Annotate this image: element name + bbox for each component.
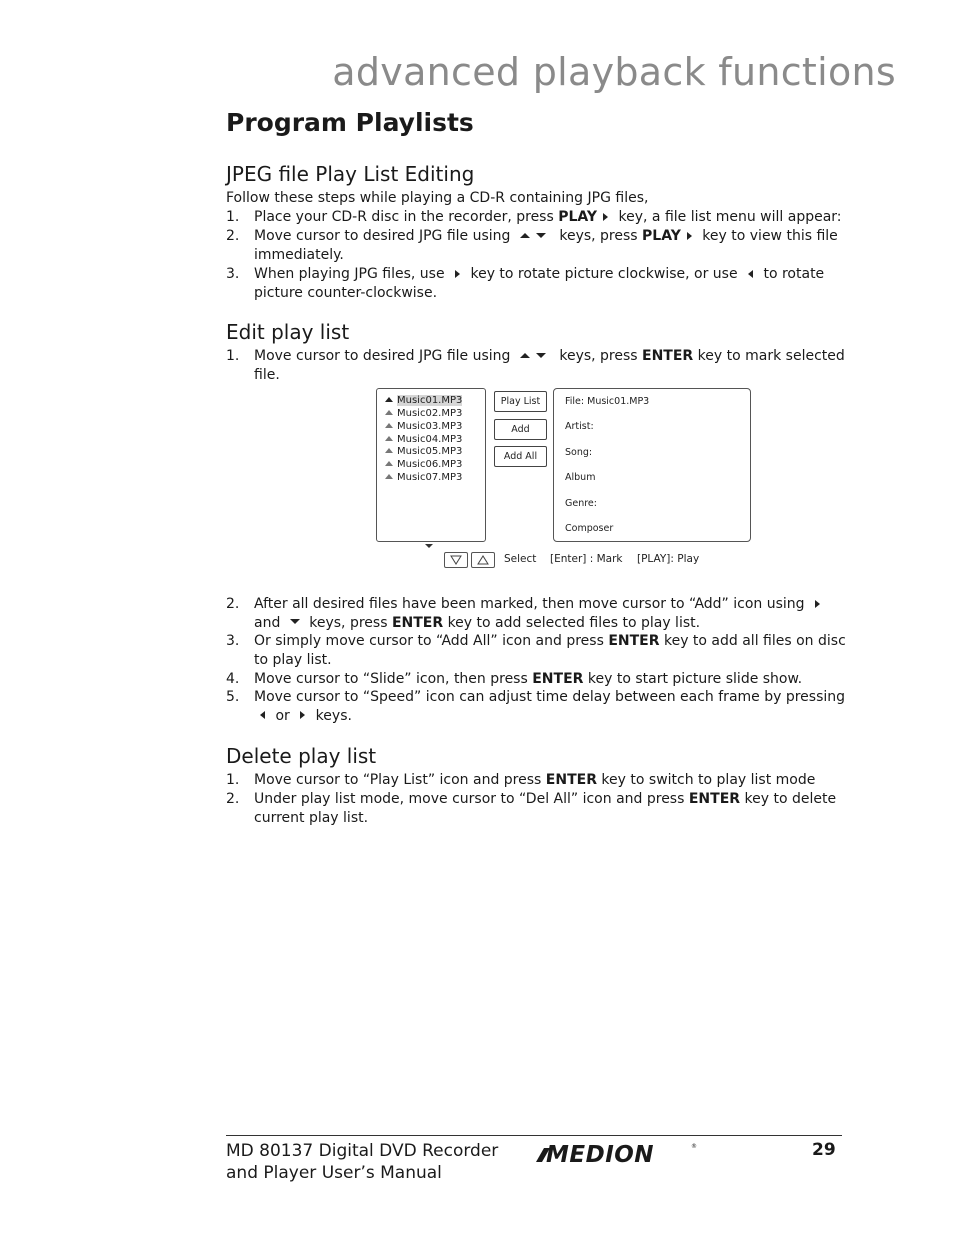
step-text: Under play list mode, move cursor to “Del All” icon and press <box>254 791 689 807</box>
info-genre: Genre: <box>565 498 597 509</box>
step-number: 1. <box>226 348 240 364</box>
file-item[interactable] <box>385 472 462 484</box>
step-text: keys, press <box>554 228 643 244</box>
step-number: 1. <box>226 772 240 788</box>
file-icon <box>385 474 393 479</box>
enter-key-label: ENTER <box>608 633 660 649</box>
add-button[interactable]: Add <box>494 419 547 440</box>
step-text: to rotate picture counter-clockwise. <box>254 266 825 301</box>
file-icon <box>385 423 393 428</box>
file-name: Music03.MP3 <box>397 421 463 432</box>
info-file: File: Music01.MP3 <box>565 396 650 407</box>
delete-step-1 <box>226 771 846 790</box>
play-key-label: PLAY <box>558 209 598 225</box>
edit-step-4 <box>226 670 846 689</box>
file-name: Music06.MP3 <box>397 459 463 470</box>
enter-key-label: ENTER <box>688 791 741 807</box>
step-number: 3. <box>226 633 240 649</box>
chevron-up-icon <box>472 553 494 567</box>
footer-manual-title: MD 80137 Digital DVD Recorder and Player User’s Manual <box>226 1141 499 1183</box>
svg-text:®: ® <box>691 1143 697 1150</box>
file-icon <box>385 410 393 415</box>
step-text: Move cursor to “Speed” icon can adjust time delay between each frame by pressing <box>254 689 846 705</box>
file-item[interactable] <box>385 434 462 446</box>
right-arrow-icon <box>603 213 608 221</box>
medion-logo <box>534 1140 704 1172</box>
step-text: key, a file list menu will appear: <box>614 209 842 225</box>
file-item[interactable] <box>385 408 462 420</box>
step-text: Move cursor to “Slide” icon, then press <box>254 671 533 687</box>
play-hint: [PLAY]: Play <box>637 553 700 565</box>
file-info-panel <box>553 388 751 542</box>
step-text: keys. <box>311 707 352 724</box>
file-icon <box>385 461 393 466</box>
step-number: 5. <box>226 689 240 705</box>
section-title: Program Playlists <box>226 108 474 137</box>
add-all-button[interactable]: Add All <box>494 446 547 467</box>
step-number: 1. <box>226 209 240 225</box>
svg-text:MEDION: MEDION <box>546 1142 655 1168</box>
file-name: Music04.MP3 <box>397 434 463 445</box>
edit-heading: Edit play list <box>226 320 350 344</box>
info-song: Song: <box>565 447 593 458</box>
step-text: key to mark selected file. <box>254 348 845 383</box>
step-text: Place your CD-R disc in the recorder, press <box>254 209 559 225</box>
info-artist: Artist: <box>565 421 594 432</box>
step-text: and <box>254 614 285 631</box>
step-text: key to start picture slide show. <box>583 671 803 687</box>
chevron-down-icon <box>445 553 467 567</box>
file-list-screenshot <box>374 386 754 572</box>
step-text: Or simply move cursor to “Add All” icon and press <box>254 633 609 649</box>
up-down-arrows-icon <box>515 348 551 364</box>
step-text: After all desired files have been marked, then move cursor to “Add” icon using <box>254 596 809 612</box>
file-icon <box>385 397 393 402</box>
right-arrow-icon <box>815 600 820 608</box>
edit-step-2 <box>226 595 846 632</box>
file-name: Music02.MP3 <box>397 408 463 419</box>
right-arrow-icon <box>300 711 305 719</box>
jpeg-heading: JPEG file Play List Editing <box>226 162 475 186</box>
enter-mark-hint: [Enter] : Mark <box>550 553 623 565</box>
enter-key-label: ENTER <box>545 772 597 788</box>
step-number: 2. <box>226 228 240 244</box>
step-text: key to add selected files to play list. <box>443 614 701 631</box>
jpeg-intro: Follow these steps while playing a CD-R containing JPG files, <box>226 190 649 206</box>
page-number: 29 <box>812 1140 836 1160</box>
file-icon <box>385 436 393 441</box>
up-down-arrows-icon <box>515 228 551 244</box>
step-text: keys, press <box>304 614 392 631</box>
step-text: key to view this file immediately. <box>254 228 838 263</box>
edit-step-3 <box>226 632 846 669</box>
play-key-label: PLAY <box>642 228 681 244</box>
step-text: Move cursor to desired JPG file using <box>254 228 515 244</box>
down-arrow-icon <box>290 619 300 624</box>
step-text: key to add all files on disc to play list. <box>254 633 846 668</box>
file-list-panel <box>376 388 486 542</box>
step-number: 2. <box>226 596 240 612</box>
step-text: Move cursor to “Play List” icon and press <box>254 772 546 788</box>
info-album: Album <box>565 472 596 483</box>
file-item[interactable] <box>385 446 462 458</box>
jpeg-step-2 <box>226 227 846 264</box>
scroll-down-icon[interactable] <box>425 544 433 548</box>
step-number: 4. <box>226 671 240 687</box>
enter-key-label: ENTER <box>642 348 694 364</box>
file-item[interactable] <box>385 395 462 407</box>
file-item[interactable] <box>385 459 462 471</box>
step-text: When playing JPG files, use <box>254 266 450 282</box>
left-arrow-icon <box>260 711 265 719</box>
chapter-title: advanced playback functions <box>332 50 896 94</box>
footer-divider <box>226 1135 842 1136</box>
step-text: key to switch to play list mode <box>596 772 816 788</box>
step-text: Move cursor to desired JPG file using <box>254 348 515 364</box>
right-arrow-icon <box>687 232 692 240</box>
delete-heading: Delete play list <box>226 744 377 768</box>
file-icon <box>385 448 393 453</box>
file-name: Music01.MP3 <box>397 395 463 406</box>
enter-key-label: ENTER <box>391 614 444 631</box>
step-text: or <box>271 707 295 724</box>
step-text: keys, press <box>554 348 643 364</box>
down-nav-button[interactable] <box>444 552 468 568</box>
jpeg-step-3 <box>226 265 846 302</box>
left-arrow-icon <box>748 270 753 278</box>
select-hint: Select <box>504 553 537 565</box>
step-text: key to rotate picture clockwise, or use <box>466 266 743 282</box>
info-composer: Composer <box>565 523 614 534</box>
step-number: 3. <box>226 266 240 282</box>
file-name: Music07.MP3 <box>397 472 463 483</box>
play-list-button[interactable]: Play List <box>494 391 547 412</box>
edit-step-1 <box>226 347 846 384</box>
up-nav-button[interactable] <box>471 552 495 568</box>
step-text: key to delete current play list. <box>254 791 837 826</box>
delete-step-2 <box>226 790 846 827</box>
jpeg-step-1 <box>226 208 846 227</box>
enter-key-label: ENTER <box>532 671 584 687</box>
file-item[interactable] <box>385 421 462 433</box>
step-number: 2. <box>226 791 240 807</box>
right-arrow-icon <box>455 270 460 278</box>
edit-step-5 <box>226 688 846 725</box>
file-name: Music05.MP3 <box>397 446 463 457</box>
